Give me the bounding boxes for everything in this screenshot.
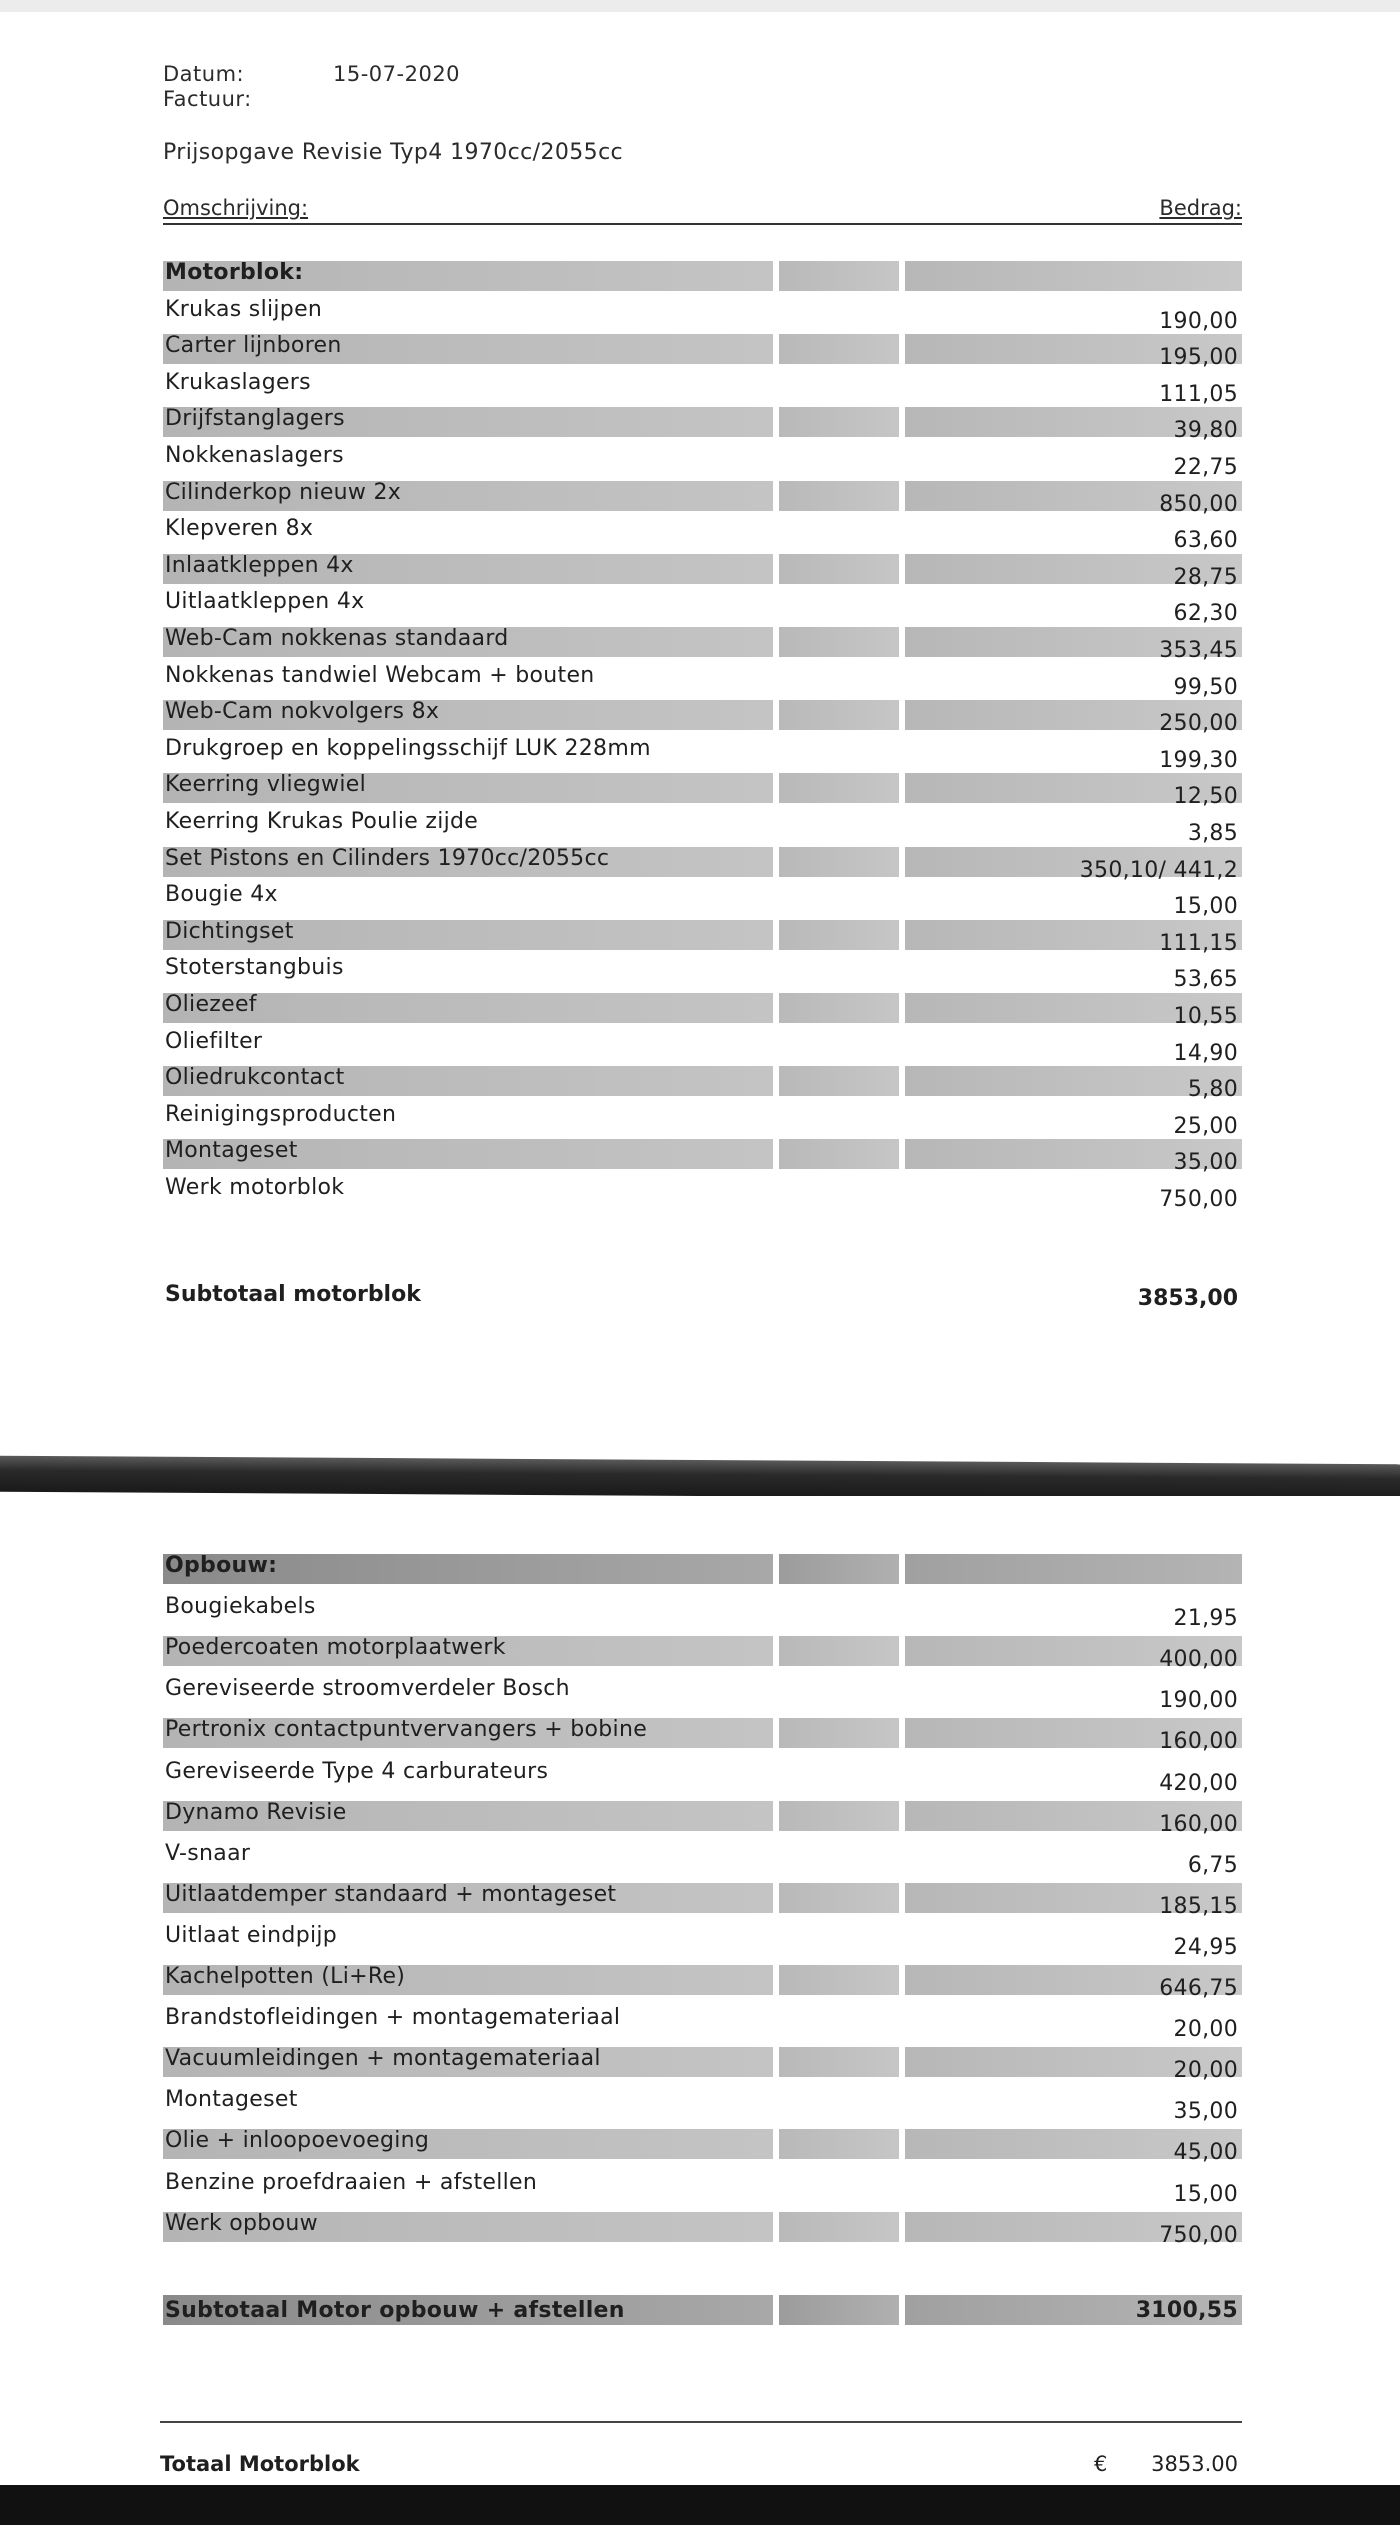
line-item-description: Reinigingsproducten <box>165 1101 397 1127</box>
line-item-description: Keerring Krukas Poulie zijde <box>165 809 479 834</box>
line-item-description: Uitlaatdemper standaard + montageset <box>165 1881 617 1907</box>
line-item-description: Poedercoaten motorplaatwerk <box>165 1635 506 1661</box>
line-item <box>163 2003 1242 2043</box>
section-heading-label: Motorblok: <box>165 260 304 285</box>
line-item-amount: 28,75 <box>1173 564 1238 590</box>
section-heading-label: Opbouw: <box>165 1553 278 1578</box>
line-item-amount: 190,00 <box>1159 308 1238 334</box>
line-item-description: Oliezeef <box>165 992 257 1017</box>
line-item-description: Werk opbouw <box>165 2210 318 2236</box>
line-item <box>163 295 1242 334</box>
line-item-amount: 646,75 <box>1159 1976 1238 2001</box>
line-item-amount: 35,00 <box>1173 2099 1238 2125</box>
line-item-amount: 25,00 <box>1173 1113 1238 1139</box>
line-item-description: Dynamo Revisie <box>165 1799 347 1825</box>
section-heading <box>163 1551 1242 1585</box>
line-item-amount: 400,00 <box>1159 1647 1238 1673</box>
line-item-amount: 12,50 <box>1173 784 1238 810</box>
line-item <box>163 1962 1242 2001</box>
line-item-description: Keerring vliegwiel <box>165 772 367 798</box>
line-item <box>163 2168 1242 2207</box>
line-item-amount: 850,00 <box>1159 491 1238 517</box>
line-item <box>163 953 1242 993</box>
line-item <box>163 1100 1242 1139</box>
line-item <box>163 1136 1242 1176</box>
line-item-description: Uitlaatkleppen 4x <box>165 589 365 615</box>
line-item <box>163 624 1242 663</box>
line-item-description: Cilinderkop nieuw 2x <box>165 479 402 505</box>
line-item-amount: 21,95 <box>1173 1606 1238 1632</box>
subtotal-opbouw <box>163 2292 1242 2326</box>
row-shading <box>163 2212 1242 2242</box>
line-item <box>163 844 1242 883</box>
factuur-label: Factuur: <box>163 87 252 111</box>
line-item <box>163 1173 1242 1212</box>
subtotal-motorblok <box>163 1282 1242 1316</box>
line-item-description: Gereviseerde stroomverdeler Bosch <box>165 1676 570 1702</box>
line-item-amount: 160,00 <box>1159 1729 1238 1755</box>
line-item-description: Krukaslagers <box>165 369 311 395</box>
line-item-amount: 190,00 <box>1159 1688 1238 1714</box>
line-item-description: Pertronix contactpuntvervangers + bobine <box>165 1717 648 1743</box>
line-item-amount: 3,85 <box>1187 821 1238 846</box>
line-item-description: Carter lijnboren <box>165 333 342 359</box>
line-item <box>163 770 1242 810</box>
header-rule <box>163 223 1242 225</box>
line-item-description: Gereviseerde Type 4 carburateurs <box>165 1758 549 1784</box>
line-item <box>163 880 1242 920</box>
line-item <box>163 404 1242 444</box>
line-item <box>163 1921 1242 1960</box>
row-shading <box>163 993 1242 1023</box>
line-item-description: Vacuumleidingen + montagemateriaal <box>165 2046 601 2072</box>
line-item-description: Web-Cam nokvolgers 8x <box>165 699 440 725</box>
line-item <box>163 587 1242 627</box>
line-item <box>163 441 1242 480</box>
subtotal-label: Subtotaal Motor opbouw + afstellen <box>165 2298 625 2323</box>
column-header-description: Omschrijving: <box>163 196 309 220</box>
total-amount: 3853.00 <box>1151 2452 1238 2476</box>
line-item-description: Dichtingset <box>165 918 294 944</box>
line-item-description: Oliefilter <box>165 1028 263 1054</box>
line-item <box>163 551 1242 590</box>
datum-value: 15-07-2020 <box>333 62 461 86</box>
total-currency: € <box>1094 2452 1108 2476</box>
line-item-amount: 20,00 <box>1173 2017 1238 2043</box>
column-header-amount: Bedrag: <box>1159 196 1242 220</box>
line-item-description: Inlaatkleppen 4x <box>165 552 354 578</box>
line-item-description: Nokkenas tandwiel Webcam + bouten <box>165 662 595 688</box>
line-item <box>163 807 1242 846</box>
line-item-amount: 195,00 <box>1159 345 1238 371</box>
line-item-amount: 24,95 <box>1173 1934 1238 1960</box>
line-item <box>163 478 1242 517</box>
datum-label: Datum: <box>163 62 245 86</box>
line-item-amount: 20,00 <box>1173 2058 1238 2084</box>
line-item <box>163 368 1242 407</box>
line-item-description: Bougiekabels <box>165 1594 316 1620</box>
line-item-amount: 111,05 <box>1159 381 1238 407</box>
line-item-amount: 250,00 <box>1159 711 1238 737</box>
line-item-description: Oliedrukcontact <box>165 1065 345 1091</box>
line-item <box>163 1715 1242 1755</box>
line-item-description: Set Pistons en Cilinders 1970cc/2055cc <box>165 845 610 871</box>
line-item-description: V-snaar <box>165 1840 251 1866</box>
line-item <box>163 2044 1242 2084</box>
line-item-description: Kachelpotten (Li+Re) <box>165 1964 406 1989</box>
total-label: Totaal Motorblok <box>160 2452 360 2476</box>
line-item-amount: 62,30 <box>1173 601 1238 627</box>
line-item <box>163 2085 1242 2125</box>
line-item <box>163 1063 1242 1103</box>
line-item-amount: 53,65 <box>1173 967 1238 993</box>
line-item-amount: 5,80 <box>1187 1077 1238 1103</box>
line-item <box>163 1633 1242 1673</box>
line-item <box>163 1798 1242 1837</box>
row-shading <box>163 920 1242 950</box>
line-item-amount: 160,00 <box>1159 1811 1238 1837</box>
subtotal-amount: 3100,55 <box>1135 2298 1238 2323</box>
line-item <box>163 1757 1242 1796</box>
total-rule <box>160 2421 1242 2423</box>
line-item <box>163 661 1242 700</box>
line-item-amount: 6,75 <box>1187 1852 1238 1878</box>
line-item-amount: 99,50 <box>1173 674 1238 700</box>
section-heading <box>163 258 1242 292</box>
row-shading <box>163 261 1242 291</box>
line-item-description: Montageset <box>165 2087 298 2113</box>
subtotal-amount: 3853,00 <box>1137 1286 1238 1311</box>
line-item-description: Stoterstangbuis <box>165 955 344 981</box>
line-item-description: Brandstofleidingen + montagemateriaal <box>165 2005 621 2031</box>
scan-top-edge <box>0 0 1400 12</box>
line-item <box>163 1027 1242 1066</box>
row-shading <box>163 1139 1242 1169</box>
line-item-amount: 22,75 <box>1173 455 1238 480</box>
line-item <box>163 331 1242 371</box>
line-item <box>163 990 1242 1029</box>
line-item-description: Drijfstanglagers <box>165 406 345 432</box>
line-item <box>163 1880 1242 1919</box>
line-item <box>163 734 1242 773</box>
line-item-amount: 199,30 <box>1159 747 1238 773</box>
line-item-amount: 350,10/ 441,2 <box>1079 857 1238 883</box>
line-item <box>163 2126 1242 2166</box>
line-item-amount: 750,00 <box>1159 2222 1238 2248</box>
line-item-description: Werk motorblok <box>165 1175 345 1200</box>
line-item <box>163 1592 1242 1632</box>
line-item-amount: 15,00 <box>1173 894 1238 920</box>
line-item-amount: 750,00 <box>1159 1187 1238 1212</box>
line-item <box>163 514 1242 554</box>
line-item-description: Montageset <box>165 1138 298 1164</box>
subtotal-label: Subtotaal motorblok <box>165 1282 421 1307</box>
line-item-description: Olie + inloopoevoeging <box>165 2128 430 2154</box>
line-item <box>163 1839 1242 1878</box>
line-item <box>163 917 1242 956</box>
line-item-amount: 35,00 <box>1173 1150 1238 1176</box>
line-item-description: Bougie 4x <box>165 882 278 908</box>
line-item-amount: 15,00 <box>1173 2181 1238 2207</box>
row-shading <box>163 1554 1242 1584</box>
line-item-amount: 185,15 <box>1159 1893 1238 1919</box>
document-title: Prijsopgave Revisie Typ4 1970cc/2055cc <box>163 140 624 165</box>
line-item <box>163 2209 1242 2248</box>
line-item-amount: 420,00 <box>1159 1770 1238 1796</box>
line-item-description: Nokkenaslagers <box>165 443 344 468</box>
line-item-description: Benzine proefdraaien + afstellen <box>165 2169 538 2195</box>
line-item-description: Web-Cam nokkenas standaard <box>165 626 509 651</box>
line-item-amount: 45,00 <box>1173 2140 1238 2166</box>
line-item-amount: 63,60 <box>1173 528 1238 554</box>
line-item-description: Klepveren 8x <box>165 516 314 542</box>
line-item-description: Krukas slijpen <box>165 296 323 322</box>
scan-bottom-edge <box>0 2485 1400 2525</box>
line-item-amount: 39,80 <box>1173 418 1238 444</box>
line-item-amount: 353,45 <box>1159 638 1238 663</box>
line-item-amount: 10,55 <box>1173 1004 1238 1029</box>
line-item-description: Uitlaat eindpijp <box>165 1922 338 1948</box>
line-item <box>163 697 1242 737</box>
page-divider <box>0 1456 1400 1501</box>
line-item-amount: 111,15 <box>1159 930 1238 956</box>
line-item-amount: 14,90 <box>1173 1040 1238 1066</box>
line-item-description: Drukgroep en koppelingsschijf LUK 228mm <box>165 735 651 761</box>
line-item <box>163 1674 1242 1714</box>
